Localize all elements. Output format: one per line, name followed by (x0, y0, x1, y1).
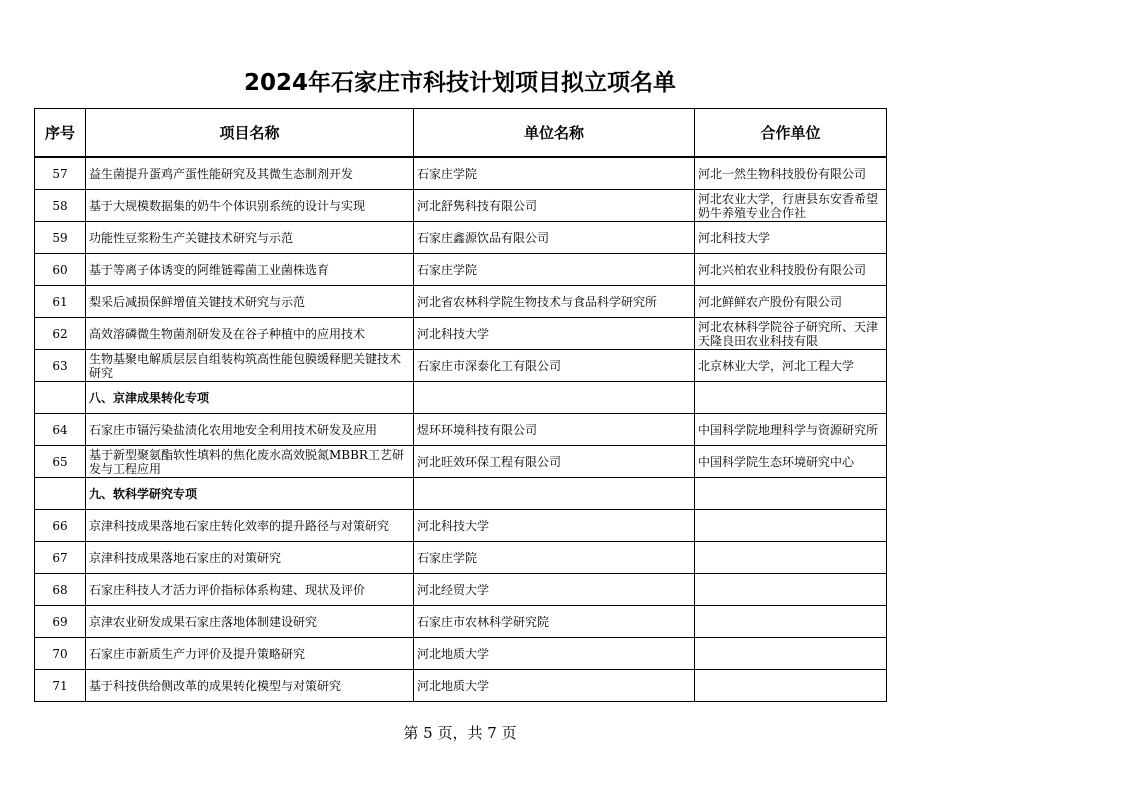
section-unit-cell (414, 478, 695, 510)
row-index (35, 350, 86, 382)
partner-unit-cell (695, 670, 887, 702)
table-row (35, 670, 887, 702)
row-index-text: 63 (52, 358, 68, 373)
row-index (35, 606, 86, 638)
section-partner-cell (695, 478, 887, 510)
row-index (35, 157, 86, 190)
unit-name-cell-text: 石家庄市农林科学研究院 (417, 614, 550, 629)
partner-unit-cell-text: 河北农林科学院谷子研究所、天津天隆良田农业科技有限 (698, 319, 879, 348)
unit-name-cell-text: 河北经贸大学 (417, 582, 490, 597)
project-name-cell-text: 京津科技成果落地石家庄转化效率的提升路径与对策研究 (89, 518, 390, 533)
project-name-cell (86, 350, 414, 382)
row-index (35, 222, 86, 254)
unit-name-cell (414, 446, 695, 478)
row-index-text: 58 (52, 198, 68, 213)
unit-name-cell-text: 石家庄鑫源饮品有限公司 (417, 230, 550, 245)
section-unit-cell (414, 382, 695, 414)
unit-name-cell (414, 510, 695, 542)
page-footer: 第 5 页，共 7 页 (403, 724, 517, 742)
section-row (35, 478, 887, 510)
partner-unit-cell-text: 河北农业大学，行唐县东安香希望奶牛养殖专业合作社 (698, 191, 879, 220)
row-index-text: 64 (52, 422, 68, 437)
unit-name-cell-text: 河北旺效环保工程有限公司 (417, 454, 562, 469)
project-name-cell (86, 190, 414, 222)
partner-unit-cell (695, 286, 887, 318)
project-name-cell (86, 670, 414, 702)
header-unit-name: 单位名称 (414, 109, 695, 158)
project-name-cell-text: 石家庄科技人才活力评价指标体系构建、现状及评价 (89, 582, 366, 597)
header-project-name: 项目名称 (86, 109, 414, 158)
unit-name-cell (414, 254, 695, 286)
unit-name-cell (414, 670, 695, 702)
section-index-cell (35, 478, 86, 510)
section-index-cell (35, 382, 86, 414)
table-row (35, 157, 887, 190)
unit-name-cell-text: 河北科技大学 (417, 518, 490, 533)
partner-unit-cell (695, 446, 887, 478)
row-index (35, 638, 86, 670)
partner-unit-cell-text: 河北兴柏农业科技股份有限公司 (698, 262, 867, 277)
partner-unit-cell (695, 542, 887, 574)
row-index (35, 542, 86, 574)
row-index (35, 510, 86, 542)
unit-name-cell (414, 222, 695, 254)
partner-unit-cell (695, 318, 887, 350)
row-index (35, 254, 86, 286)
project-name-cell-text: 高效溶磷微生物菌剂研发及在谷子种植中的应用技术 (89, 326, 366, 341)
table-row (35, 574, 887, 606)
row-index-text: 65 (52, 454, 68, 469)
row-index (35, 318, 86, 350)
project-name-cell-text: 梨采后减损保鲜增值关键技术研究与示范 (89, 294, 306, 309)
unit-name-cell (414, 638, 695, 670)
unit-name-cell (414, 542, 695, 574)
header-index: 序号 (35, 109, 86, 158)
row-index (35, 190, 86, 222)
table-body (35, 157, 887, 702)
unit-name-cell (414, 414, 695, 446)
partner-unit-cell-text: 河北科技大学 (698, 230, 771, 245)
unit-name-cell-text: 石家庄学院 (417, 262, 478, 277)
project-name-cell-text: 益生菌提升蛋鸡产蛋性能研究及其微生态制剂开发 (89, 166, 354, 181)
table-row (35, 350, 887, 382)
project-name-cell-text: 基于等离子体诱变的阿维链霉菌工业菌株选育 (89, 262, 330, 277)
partner-unit-cell (695, 606, 887, 638)
table-row (35, 542, 887, 574)
unit-name-cell (414, 574, 695, 606)
partner-unit-cell (695, 638, 887, 670)
row-index-text: 62 (52, 326, 68, 341)
unit-name-cell (414, 157, 695, 190)
project-name-cell-text: 京津农业研发成果石家庄落地体制建设研究 (89, 614, 318, 629)
project-name-cell (86, 510, 414, 542)
table-row (35, 318, 887, 350)
table-row (35, 446, 887, 478)
unit-name-cell (414, 350, 695, 382)
project-name-cell-text: 基于科技供给侧改革的成果转化模型与对策研究 (89, 678, 342, 693)
unit-name-cell (414, 286, 695, 318)
unit-name-cell (414, 190, 695, 222)
unit-name-cell-text: 河北科技大学 (417, 326, 490, 341)
table-row (35, 606, 887, 638)
project-name-cell (86, 606, 414, 638)
partner-unit-cell (695, 510, 887, 542)
project-name-cell-text: 石家庄市镉污染盐渍化农用地安全利用技术研发及应用 (89, 422, 378, 437)
row-index-text: 69 (52, 614, 68, 629)
project-table (34, 108, 887, 702)
project-name-cell-text: 京津科技成果落地石家庄的对策研究 (89, 550, 282, 565)
partner-unit-cell-text: 中国科学院生态环境研究中心 (698, 454, 855, 469)
unit-name-cell (414, 318, 695, 350)
project-name-cell-text: 基于大规模数据集的奶牛个体识别系统的设计与实现 (89, 198, 366, 213)
partner-unit-cell-text: 河北鲜鲜农产股份有限公司 (698, 294, 843, 309)
project-name-cell (86, 414, 414, 446)
row-index-text: 68 (52, 582, 68, 597)
partner-unit-cell (695, 222, 887, 254)
document-title: 2024年石家庄市科技计划项目拟立项名单 (243, 70, 676, 96)
partner-unit-cell-text: 河北一然生物科技股份有限公司 (698, 166, 867, 181)
unit-name-cell-text: 石家庄学院 (417, 550, 478, 565)
header-partner-unit: 合作单位 (695, 109, 887, 158)
partner-unit-cell-text: 中国科学院地理科学与资源研究所 (698, 422, 879, 437)
row-index (35, 414, 86, 446)
section-title: 九、软科学研究专项 (86, 478, 414, 510)
partner-unit-cell (695, 254, 887, 286)
project-name-cell-text: 功能性豆浆粉生产关键技术研究与示范 (89, 230, 294, 245)
partner-unit-cell (695, 414, 887, 446)
section-row (35, 382, 887, 414)
table-row (35, 222, 887, 254)
row-index (35, 286, 86, 318)
unit-name-cell-text: 河北地质大学 (417, 646, 490, 661)
partner-unit-cell-text: 北京林业大学，河北工程大学 (698, 358, 855, 373)
partner-unit-cell (695, 157, 887, 190)
unit-name-cell-text: 河北地质大学 (417, 678, 490, 693)
unit-name-cell (414, 606, 695, 638)
unit-name-cell-text: 河北舒隽科技有限公司 (417, 198, 538, 213)
project-name-cell-text: 基于新型聚氨酯软性填料的焦化废水高效脱氮MBBR工艺研发与工程应用 (89, 447, 404, 476)
row-index-text: 60 (52, 262, 68, 277)
project-name-cell (86, 157, 414, 190)
project-name-cell (86, 222, 414, 254)
table-row (35, 414, 887, 446)
row-index-text: 59 (52, 230, 68, 245)
table-row (35, 638, 887, 670)
row-index-text: 71 (52, 678, 68, 693)
unit-name-cell-text: 石家庄市深泰化工有限公司 (417, 358, 562, 373)
table-row (35, 286, 887, 318)
row-index (35, 446, 86, 478)
project-name-cell-text: 生物基聚电解质层层自组装构筑高性能包膜缓释肥关键技术研究 (89, 351, 402, 380)
row-index-text: 66 (52, 518, 68, 533)
partner-unit-cell (695, 574, 887, 606)
project-name-cell (86, 254, 414, 286)
table-row (35, 510, 887, 542)
row-index-text: 61 (52, 294, 68, 309)
project-name-cell (86, 446, 414, 478)
project-name-cell (86, 574, 414, 606)
row-index (35, 574, 86, 606)
table-row (35, 190, 887, 222)
row-index (35, 670, 86, 702)
table-header-row (35, 109, 887, 158)
project-name-cell (86, 318, 414, 350)
row-index-text: 57 (52, 166, 68, 181)
partner-unit-cell (695, 350, 887, 382)
table-row (35, 254, 887, 286)
section-title: 八、京津成果转化专项 (86, 382, 414, 414)
project-name-cell-text: 石家庄市新质生产力评价及提升策略研究 (89, 646, 306, 661)
project-name-cell (86, 286, 414, 318)
project-name-cell (86, 542, 414, 574)
project-name-cell (86, 638, 414, 670)
unit-name-cell-text: 河北省农林科学院生物技术与食品科学研究所 (417, 294, 658, 309)
row-index-text: 67 (52, 550, 68, 565)
unit-name-cell-text: 石家庄学院 (417, 166, 478, 181)
unit-name-cell-text: 煜环环境科技有限公司 (417, 422, 538, 437)
row-index-text: 70 (52, 646, 68, 661)
section-partner-cell (695, 382, 887, 414)
partner-unit-cell (695, 190, 887, 222)
